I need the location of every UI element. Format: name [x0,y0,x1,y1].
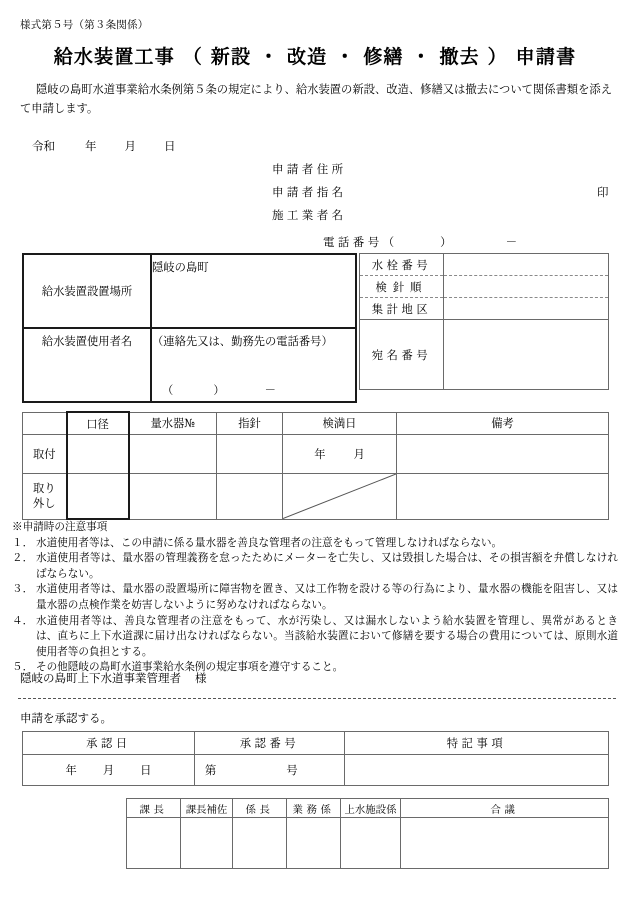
note-number-4: ４． [12,614,34,627]
note-text-3: 水道使用者等は、量水器の設置場所に障害物を置き、又は工作物を設ける等の行為により、量水器の機能を阻害し、又は量水器の点検作業を妨害しないように努めなければならない。 [36,583,618,611]
stamp-table [126,798,609,869]
note-item-4 [12,614,618,661]
table-row [23,755,609,786]
approval-remarks-value[interactable] [345,755,609,786]
stamp-cell-business-section[interactable] [287,818,341,869]
applicant-phone-line [323,234,517,250]
addressee-honorific: 様 [195,671,207,685]
date-line [32,138,176,154]
stamp-header-section-chief: 課長 [127,799,181,818]
reading-order-value[interactable] [444,276,609,298]
notes-heading: ※申請時の注意事項 [12,521,108,533]
applicant-name-label: 申請者指名 [272,185,347,199]
table-row [360,298,609,320]
table-row [360,276,609,298]
meter-detach-expiry-struck [283,474,397,520]
user-name-value-cell[interactable] [151,353,356,377]
stamp-cell-subsection-chief[interactable] [233,818,287,869]
user-phone-dash: － [264,384,276,397]
table-row [23,353,356,377]
stamp-header-consultation: 合議 [401,799,609,818]
stamp-header-water-facility-section: 上水施設係 [341,799,401,818]
user-phone-paren-close: ） [213,384,225,397]
meter-col-reading-header: 指針 [217,412,283,435]
page-title: 給水装置工事 （ 新設 ・ 改造 ・ 修繕 ・ 撤去 ） 申請書 [53,46,577,68]
approval-statement: 申請を承認する。 [20,711,112,725]
meter-detach-remarks[interactable] [397,474,609,520]
addressee-line [20,670,207,686]
meter-col-meterno-header: 量水器№ [129,412,217,435]
table-row [23,435,609,474]
meter-row-detach-label [23,474,67,520]
user-name-label-cell: 給水装置使用者名 [23,328,151,353]
form-number: 様式第５号（第３条関係） [20,19,149,31]
approval-date-group [66,764,152,777]
month-label: 月 [124,139,136,153]
meter-attach-meterno[interactable] [129,435,217,474]
user-phone-paren-open: （ [162,384,174,397]
install-place-blank-1[interactable] [151,279,356,303]
tally-district-label: 集計地区 [360,298,444,320]
install-place-label-cell: 給水装置設置場所 [23,254,151,328]
intro-text: 隠岐の島町水道事業給水条例第５条の規定により、給水装置の新設、改造、修繕又は撤去について関係書類を添えて申請します。 [20,83,612,115]
meter-attach-expiry[interactable] [283,435,397,474]
approval-date-header: 承認日 [23,732,195,755]
phone-dash: － [505,235,518,249]
approval-number-value[interactable] [195,755,345,786]
year-label: 年 [85,139,97,153]
note-number-2: ２． [12,552,34,565]
phone-paren-open: （ [382,235,395,249]
table-row [127,818,609,869]
applicant-address-label: 申請者住所 [272,162,347,176]
note-item-2 [12,551,618,582]
addressee-number-value[interactable] [444,320,609,390]
meter-attach-diameter[interactable] [67,435,129,474]
note-number-5: ５． [12,661,34,674]
stamp-cell-section-chief[interactable] [127,818,181,869]
meter-attach-remarks[interactable] [397,435,609,474]
table-row [23,328,356,353]
user-contact-note-cell: （連絡先又は、勤務先の電話番号） [151,328,356,353]
contractor-name-label: 施工業者名 [272,208,347,222]
install-place-value-cell[interactable]: 隠岐の島町 [151,254,356,279]
approval-date-value[interactable] [23,755,195,786]
seal-mark: 印 [597,185,609,199]
approval-day-label: 日 [140,764,152,777]
meter-col-blank-header [23,412,67,435]
note-item-3 [12,582,618,613]
reading-order-label: 検針順 [360,276,444,298]
faucet-number-value[interactable] [444,254,609,276]
table-header-row [23,412,609,435]
meter-detach-diameter[interactable] [67,474,129,520]
expiry-ym-group [314,446,365,462]
table-row [23,254,356,279]
stamp-header-deputy-chief: 課長補佐 [181,799,233,818]
approval-year-label: 年 [65,764,77,777]
phone-label: 電話番号 [323,235,383,249]
user-name-blank-2[interactable] [23,377,151,402]
table-row [23,377,356,402]
note-text-5: その他隠岐の島町水道事業給水条例の規定事項を遵守すること。 [36,661,344,674]
meter-info-table [359,253,609,390]
user-name-blank-1[interactable] [23,353,151,377]
user-phone-cell[interactable] [151,377,356,402]
table-row [23,474,609,520]
table-row [360,254,609,276]
addressee-number-label: 宛名番号 [360,320,444,390]
meter-col-diameter-header: 口径 [67,412,129,435]
faucet-number-label: 水栓番号 [360,254,444,276]
addressee-name: 隠岐の島町上下水道事業管理者 [20,671,181,685]
stamp-cell-water-facility-section[interactable] [341,818,401,869]
diagonal-strike-icon [283,474,396,519]
note-text-2: 水道使用者等は、量水器の管理義務を怠ったためにメーターを亡失し、又は毀損した場合は、その損害額を弁償しなければならない。 [36,552,618,580]
approval-month-label: 月 [102,764,115,777]
approval-table [22,731,609,786]
stamp-cell-consultation[interactable] [401,818,609,869]
approval-number-group [205,764,298,777]
note-text-1: 水道使用者等は、この申請に係る量水器を善良な管理者の注意をもって管理しなければならない。 [36,536,503,549]
detach-label-line1: 取り [32,482,56,496]
expiry-year-label: 年 [314,448,326,461]
tally-district-value[interactable] [444,298,609,320]
stamp-header-subsection-chief: 係長 [233,799,287,818]
note-text-4: 水道使用者等は、善良な管理者の注意をもって、水が汚染し、又は漏水しないよう給水装置を管理し、異常があるときは、直ちに上下水道課に届け出なければならない。当該給水装置において修繕を要する場合の費用については、原則水道使用者等の負担とする。 [36,614,618,658]
meter-col-expiry-header: 検満日 [283,412,397,435]
note-number-1: １． [12,536,34,549]
table-header-row [23,732,609,755]
table-row [360,320,609,390]
notes-section [12,520,618,676]
phone-paren-close: ） [440,235,452,249]
install-location-table [22,253,357,403]
expiry-month-label: 月 [353,448,365,461]
meter-attach-reading[interactable] [217,435,283,474]
meter-col-remarks-header: 備考 [397,412,609,435]
era-label: 令和 [32,139,55,153]
meter-row-attach-label: 取付 [23,435,67,474]
cut-line-divider [18,698,616,699]
user-phone-line [162,382,276,398]
meter-detach-meterno[interactable] [129,474,217,520]
note-number-3: ３． [12,583,34,596]
day-label: 日 [164,139,176,153]
intro-paragraph [20,80,612,118]
approval-remarks-header: 特記事項 [345,732,609,755]
stamp-header-business-section: 業務係 [287,799,341,818]
meter-detach-reading[interactable] [217,474,283,520]
approval-number-header: 承認番号 [195,732,345,755]
approval-number-prefix: 第 [205,764,217,777]
table-header-row [127,799,609,818]
install-place-blank-2[interactable] [151,303,356,328]
meter-table [22,411,609,520]
note-item-1 [12,536,618,552]
detach-label-line2: 外し [32,497,56,511]
stamp-cell-deputy-chief[interactable] [181,818,233,869]
approval-number-suffix: 号 [286,764,298,777]
